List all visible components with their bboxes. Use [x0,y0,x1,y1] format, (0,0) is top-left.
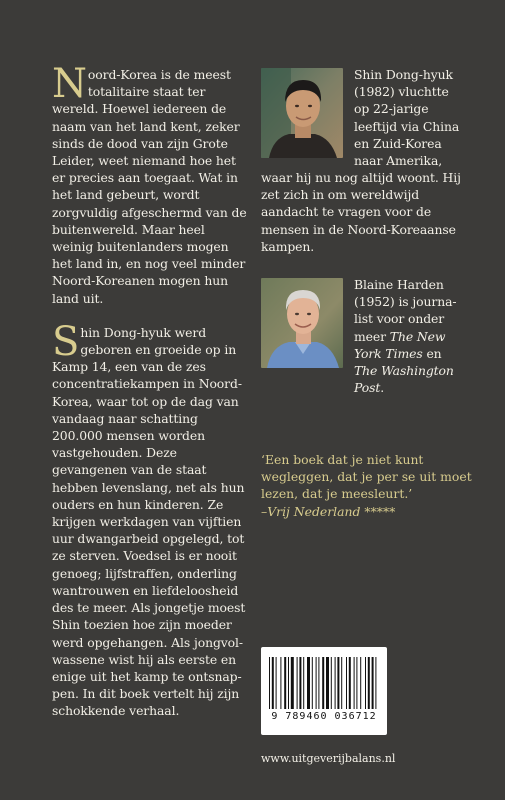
blurb-paragraph-1 [52,61,248,307]
isbn-number: 9 789460 036712 [271,711,377,722]
author-bio-harden [354,276,466,396]
author-bio-shin: Shin Dong-hyuk (1982) vluchtte op 22-jarige leeftijd via China en Zuid-Korea naar Amerika, [354,67,460,169]
author-bio-shin-continued: waar hij nu nog altijd woont. Hij zet zich in om wereldwijd aandacht te vragen voor de mensen in de Noord-Koreaanse kampen. [261,170,461,254]
review-quote-text: ‘Een boek dat je niet kunt wegleggen, dat je per se uit moet lezen, dat je meesleurt.’ [261,452,472,502]
author-photo-harden [261,278,343,368]
blurb-paragraph-2 [52,318,248,720]
review-rating: ***** [360,503,396,519]
publication-wapo: The Washington Post [354,363,454,396]
author-bio-harden-end: . [380,380,385,396]
isbn-barcode [261,647,387,735]
publication-nyt: The New York Times [354,328,446,361]
author-bio-harden-text: Blaine Harden (1952) is journalist voor onder meer [354,277,457,344]
review-source: –Vrij Nederland [261,503,361,519]
author-bio-harden-conj: en [422,345,442,361]
author-photo-shin [261,68,343,158]
barcode-bars [269,657,379,709]
blurb-paragraph-1-text: oord-Korea is de meest totalitaire staat ter wereld. Hoewel iedereen de naam van het land kent, zeker sinds de dood van zijn Grote Leider, weet niemand hoe het er precies aan toegaat. Wat in het land gebeurt, wordt zorgvuldig afgeschermd van de buitenwereld. Maar heel weinig buitenlanders mogen het land in, en nog veel minder Noord-Koreanen mogen hun land uit. [52,67,247,306]
drop-cap-s: S [52,318,80,365]
review-quote [261,451,481,520]
blurb-paragraph-2-text: hin Dong-hyuk werd geboren en groeide op in Kamp 14, een van de zes concentratiekampen in Noord-Korea, waar tot op de dag van vandaag naar schatting 200.000 mensen worden vastgehouden. Deze gevangenen van de staat hebben levenslang, net als hun ouders en hun kinderen. Ze krijgen werkdagen van vijftien uur dwangarbeid opgelegd, tot ze sterven. Voedsel is er nooit genoeg; lijfstraffen, onderling wantrouwen en liefdeloosheid des te meer. Als jongetje moest Shin toezien hoe zijn moeder werd opgehangen. Als jongvolwassene wist hij als eerste en enige uit het kamp te ontsnappen. In dit boek vertelt hij zijn schokkende verhaal. [52,324,246,719]
publisher-website[interactable]: www.uitgeverijbalans.nl [261,752,396,765]
drop-cap-n: N [52,61,87,107]
blurb-column [52,61,248,720]
